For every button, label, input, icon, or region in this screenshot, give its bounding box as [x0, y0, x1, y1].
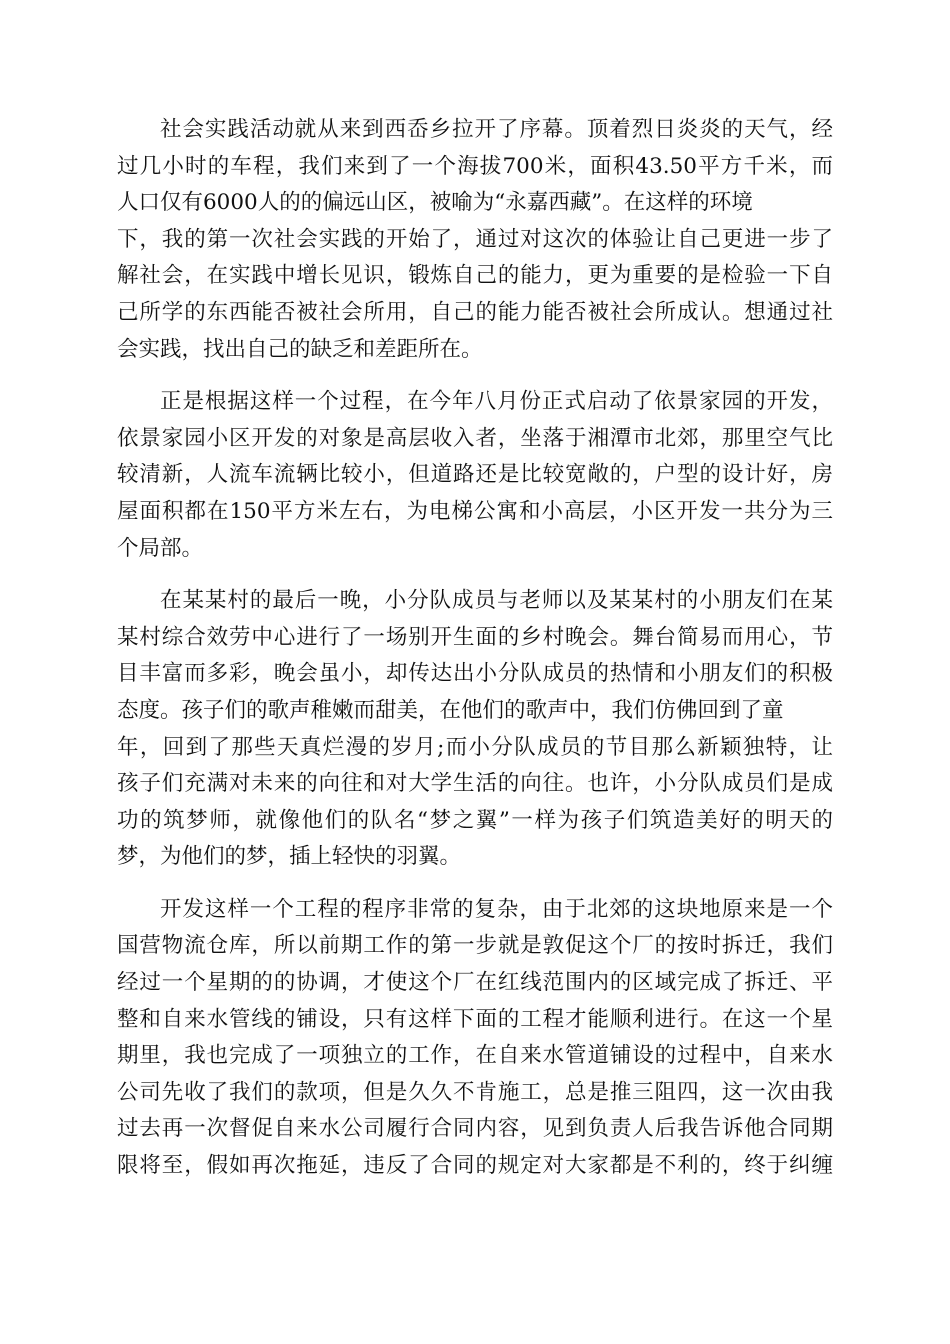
document-body — [117, 112, 833, 1201]
text-line: 在某某村的最后一晚，小分队成员与老师以及某某村的小朋友们在某 — [160, 588, 833, 614]
text-line: 年，回到了那些天真烂漫的岁月;而小分队成员的节目那么新颖独特，让 — [117, 734, 833, 760]
text-line: 期里，我也完成了一项独立的工作，在自来水管道铺设的过程中，自来水 — [117, 1043, 833, 1069]
text-line: 公司先收了我们的款项，但是久久不肯施工，总是推三阻四，这一次由我 — [117, 1079, 833, 1105]
text-line: 会实践，找出自己的缺乏和差距所在。 — [117, 336, 483, 362]
text-line: 社会实践活动就从来到西岙乡拉开了序幕。顶着烈日炎炎的天气，经 — [160, 117, 833, 142]
text-line: 限将至，假如再次拖延，违反了合同的规定对大家都是不利的，终于纠缠 — [117, 1153, 833, 1179]
text-line: 较清新，人流车流辆比较小，但道路还是比较宽敞的，户型的设计好，房 — [117, 462, 833, 488]
text-line: 正是根据这样一个过程，在今年八月份正式启动了依景家园的开发， — [160, 389, 833, 415]
text-line: 依景家园小区开发的对象是高层收入者，坐落于湘潭市北郊，那里空气比 — [117, 425, 833, 451]
text-line: 解社会，在实践中增长见识，锻炼自己的能力，更为重要的是检验一下自 — [117, 263, 833, 289]
text-line: 孩子们充满对未来的向往和对大学生活的向往。也许，小分队成员们是成 — [117, 771, 833, 797]
text-line: 功的筑梦师，就像他们的队名“梦之翼”一样为孩子们筑造美好的明天的 — [117, 807, 833, 833]
text-line: 屋面积都在150平方米左右，为电梯公寓和小高层，小区开发一共分为三 — [117, 498, 833, 524]
text-line: 己所学的东西能否被社会所用，自己的能力能否被社会所成认。想通过社 — [117, 299, 833, 325]
paragraph-2 — [117, 384, 833, 567]
text-line: 个局部。 — [117, 535, 204, 561]
paragraph-1 — [117, 112, 833, 368]
paragraph-4 — [117, 892, 833, 1185]
text-line: 国营物流仓库，所以前期工作的第一步就是敦促这个厂的按时拆迁，我们 — [117, 933, 833, 959]
text-line: 过几小时的车程，我们来到了一个海拔700米，面积43.50平方千米，而 — [117, 153, 833, 179]
text-line: 梦，为他们的梦，插上轻快的羽翼。 — [117, 844, 462, 870]
text-line: 下，我的第一次社会实践的开始了，通过对这次的体验让自己更进一步了 — [117, 226, 833, 252]
text-line: 经过一个星期的的协调，才使这个厂在红线范围内的区域完成了拆迁、平 — [117, 970, 833, 996]
text-line: 人口仅有6000人的的偏远山区，被喻为“永嘉西藏”。在这样的环境 — [117, 190, 753, 216]
text-line: 整和自来水管线的铺设，只有这样下面的工程才能顺利进行。在这一个星 — [117, 1006, 833, 1032]
text-line: 目丰富而多彩，晚会虽小，却传达出小分队成员的热情和小朋友们的积极 — [117, 661, 833, 687]
text-line: 某村综合效劳中心进行了一场别开生面的乡村晚会。舞台简易而用心，节 — [117, 624, 833, 650]
paragraph-3 — [117, 583, 833, 876]
text-line: 过去再一次督促自来水公司履行合同内容，见到负责人后我告诉他合同期 — [117, 1116, 833, 1142]
text-line: 开发这样一个工程的程序非常的复杂，由于北郊的这块地原来是一个 — [160, 896, 833, 922]
text-line: 态度。孩子们的歌声稚嫩而甜美，在他们的歌声中，我们仿佛回到了童 — [117, 697, 784, 723]
